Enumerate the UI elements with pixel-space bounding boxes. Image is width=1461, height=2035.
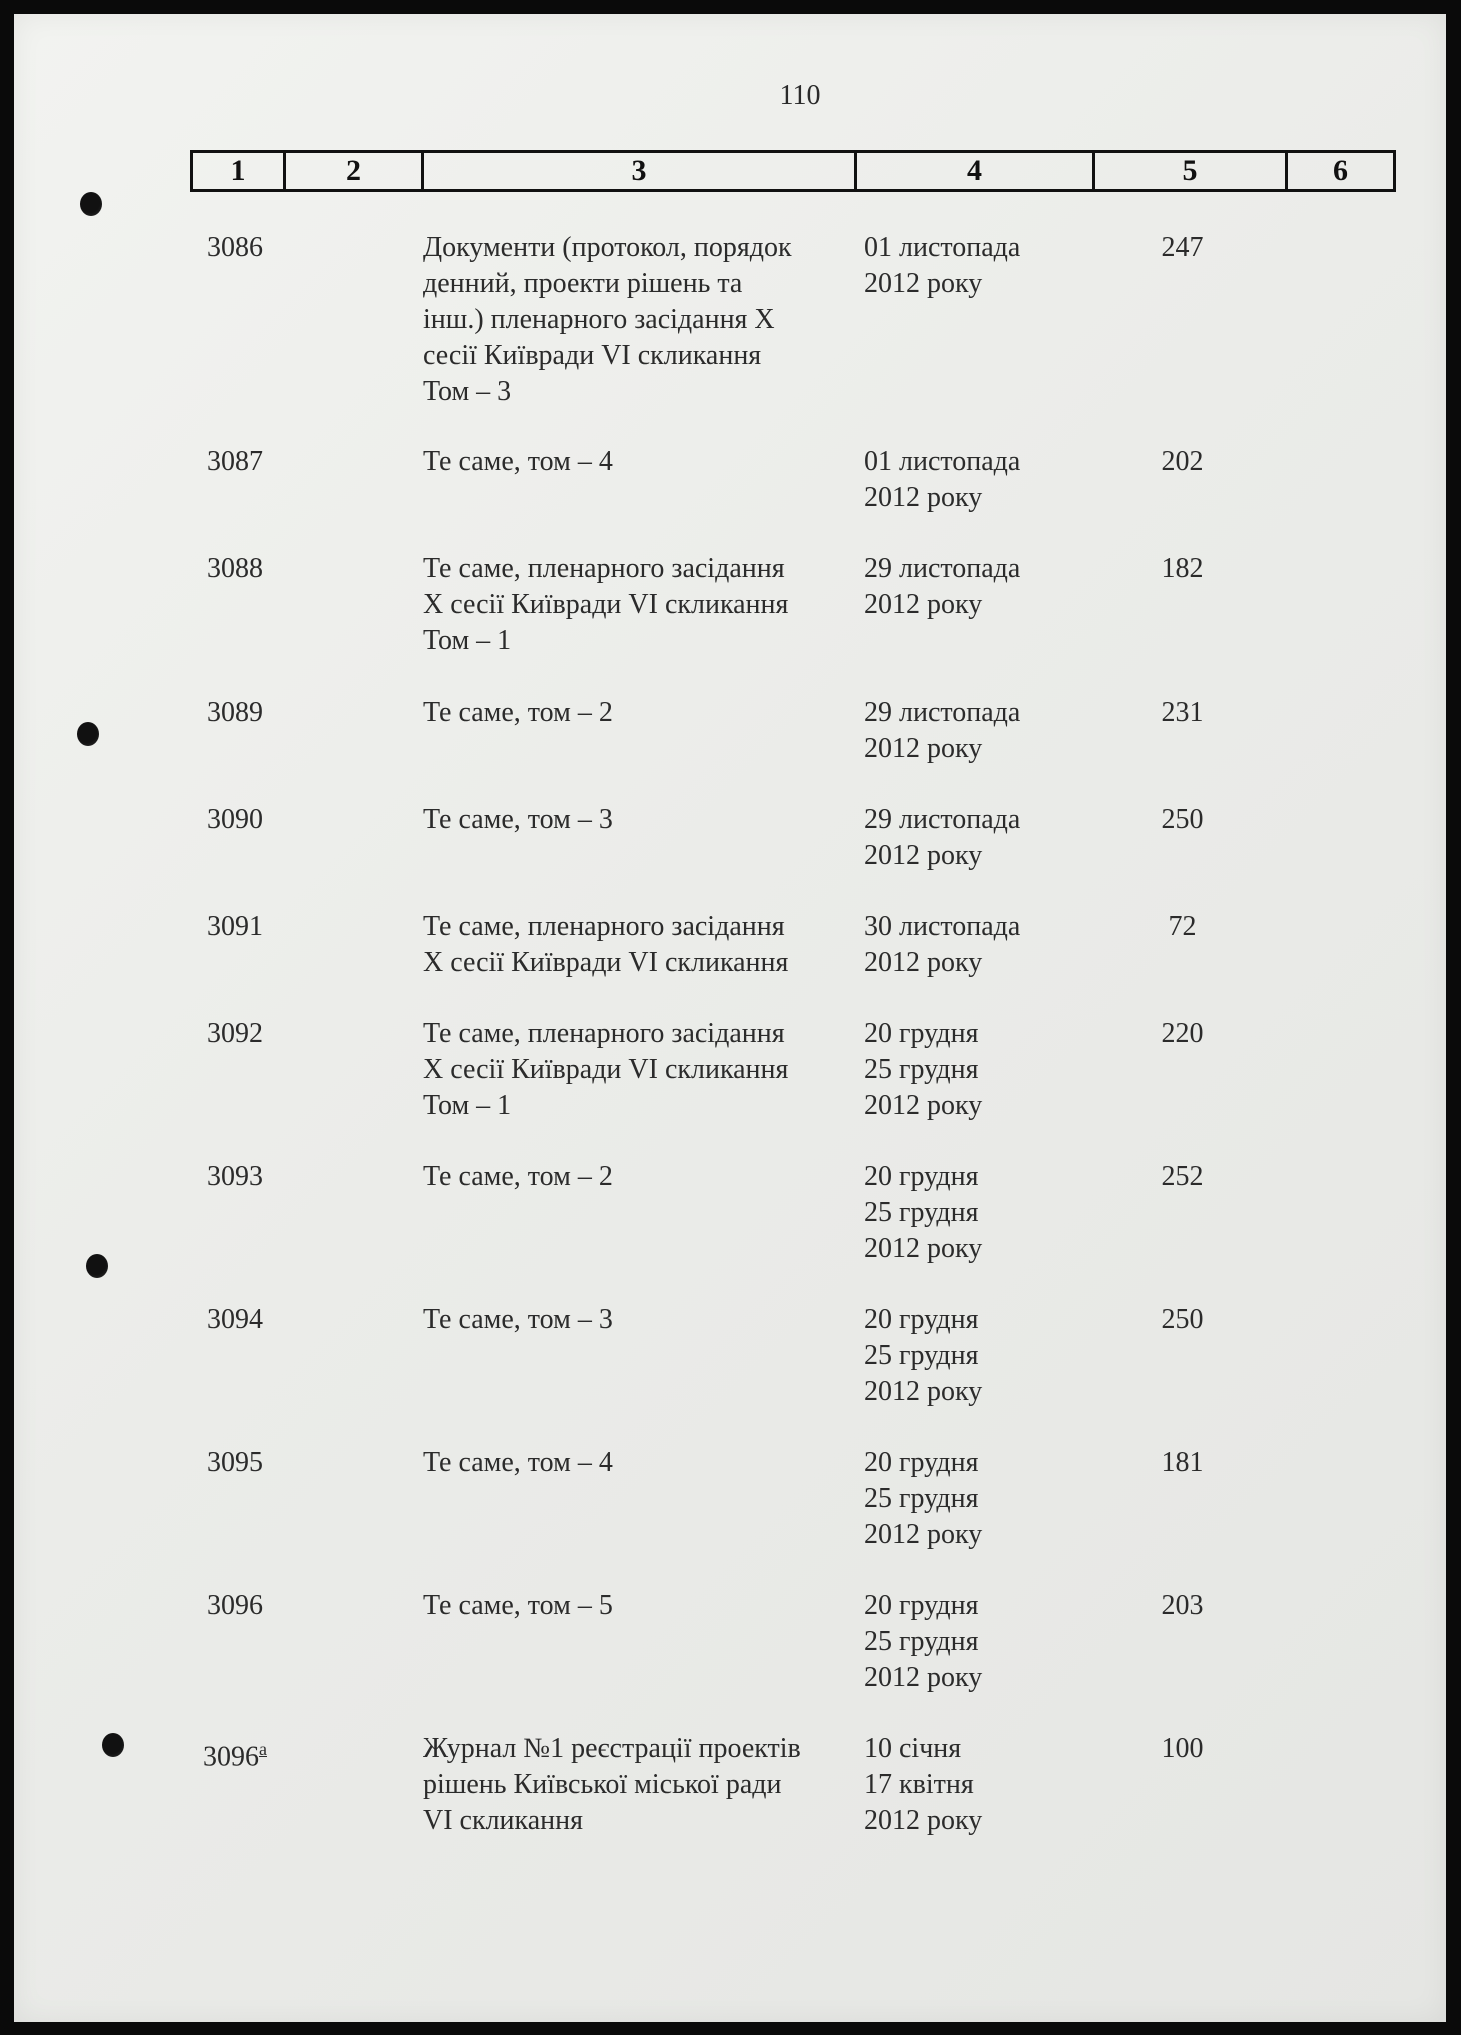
page-number: 110 [779, 80, 821, 111]
title-line: Том – 1 [423, 1090, 512, 1121]
title-line: сесії Київради VI скликання [423, 340, 762, 371]
sheet-count: 202 [1161, 446, 1204, 477]
record-title [423, 1731, 853, 1839]
punch-hole [80, 192, 102, 216]
date-line: 2012 року [864, 1376, 983, 1407]
date-line: 20 грудня [864, 1447, 979, 1478]
sheet-count: 220 [1161, 1018, 1204, 1049]
record-title [423, 230, 853, 410]
title-line: VI скликання [423, 1805, 583, 1836]
record-number: 3086 [207, 232, 263, 263]
sheet-count: 231 [1161, 697, 1204, 728]
column-header: 5 [1094, 152, 1287, 191]
record-number: 3092 [207, 1018, 263, 1049]
record-number: 3089 [207, 697, 263, 728]
record-dates [864, 230, 1099, 302]
title-line: Документи (протокол, порядок [423, 232, 792, 263]
date-line: 2012 року [864, 1233, 983, 1264]
record-title [423, 1302, 853, 1338]
date-line: 25 грудня [864, 1054, 979, 1085]
punch-hole [86, 1254, 108, 1278]
date-line: 2012 року [864, 268, 983, 299]
sheet-count: 252 [1161, 1161, 1204, 1192]
date-line: 01 листопада [864, 232, 1021, 263]
record-title [423, 695, 853, 731]
title-line: інш.) пленарного засідання X [423, 304, 775, 335]
sheet-count: 203 [1161, 1590, 1204, 1621]
date-line: 2012 року [864, 482, 983, 513]
column-header: 2 [285, 152, 423, 191]
title-line: Те саме, том – 3 [423, 804, 613, 835]
date-line: 30 листопада [864, 911, 1021, 942]
title-line: Том – 1 [423, 625, 512, 656]
date-line: 25 грудня [864, 1197, 979, 1228]
date-line: 20 грудня [864, 1590, 979, 1621]
date-line: 01 листопада [864, 446, 1021, 477]
date-line: 29 листопада [864, 553, 1021, 584]
date-line: 29 листопада [864, 804, 1021, 835]
sheet-count: 72 [1168, 911, 1197, 942]
record-dates [864, 909, 1099, 981]
column-header: 3 [423, 152, 856, 191]
title-line: X сесії Київради VI скликання [423, 589, 789, 620]
title-line: Журнал №1 реєстрації проектів [423, 1733, 801, 1764]
record-title [423, 909, 853, 981]
record-dates [864, 1445, 1099, 1553]
date-line: 25 грудня [864, 1483, 979, 1514]
punch-hole [77, 722, 99, 746]
sheet-count: 247 [1161, 232, 1204, 263]
record-dates [864, 551, 1099, 623]
record-number: $3096^а$ [203, 1739, 267, 1773]
column-header: 1 [192, 152, 285, 191]
record-dates [864, 1588, 1099, 1696]
date-line: 20 грудня [864, 1161, 979, 1192]
date-line: 25 грудня [864, 1626, 979, 1657]
date-line: 2012 року [864, 589, 983, 620]
title-line: Те саме, том – 2 [423, 1161, 613, 1192]
title-line: Те саме, том – 3 [423, 1304, 613, 1335]
punch-hole [102, 1733, 124, 1757]
sheet-count: 182 [1161, 553, 1204, 584]
date-line: 25 грудня [864, 1340, 979, 1371]
column-header: 6 [1287, 152, 1395, 191]
title-line: рішень Київської міської ради [423, 1769, 782, 1800]
record-title [423, 551, 853, 659]
record-number: 3091 [207, 911, 263, 942]
date-line: 2012 року [864, 1662, 983, 1693]
record-dates [864, 802, 1099, 874]
column-header: 4 [856, 152, 1094, 191]
title-line: Те саме, том – 4 [423, 446, 613, 477]
record-dates [864, 444, 1099, 516]
title-line: Том – 3 [423, 376, 512, 407]
sheet-count: 100 [1161, 1733, 1204, 1764]
title-line: Те саме, том – 5 [423, 1590, 613, 1621]
record-number: 3094 [207, 1304, 263, 1335]
record-title [423, 1159, 853, 1195]
record-number: 3088 [207, 553, 263, 584]
record-dates [864, 695, 1099, 767]
record-number-suffix: а [259, 1739, 267, 1759]
record-dates [864, 1159, 1099, 1267]
record-number: 3090 [207, 804, 263, 835]
date-line: 17 квітня [864, 1769, 974, 1800]
title-line: Те саме, том – 4 [423, 1447, 613, 1478]
date-line: 2012 року [864, 1519, 983, 1550]
record-number: 3093 [207, 1161, 263, 1192]
record-title [423, 1016, 853, 1124]
title-line: денний, проекти рішень та [423, 268, 743, 299]
title-line: Те саме, пленарного засідання [423, 911, 785, 942]
title-line: X сесії Київради VI скликання [423, 1054, 789, 1085]
date-line: 29 листопада [864, 697, 1021, 728]
date-line: 2012 року [864, 1090, 983, 1121]
sheet-count: 250 [1161, 804, 1204, 835]
date-line: 20 грудня [864, 1018, 979, 1049]
record-dates [864, 1731, 1099, 1839]
date-line: 2012 року [864, 840, 983, 871]
record-title [423, 1588, 853, 1624]
title-line: Те саме, пленарного засідання [423, 553, 785, 584]
sheet-count: 181 [1161, 1447, 1204, 1478]
record-title [423, 802, 853, 838]
record-number: 3095 [207, 1447, 263, 1478]
column-header-table [190, 150, 1396, 192]
date-line: 20 грудня [864, 1304, 979, 1335]
record-dates [864, 1016, 1099, 1124]
date-line: 2012 року [864, 733, 983, 764]
record-dates [864, 1302, 1099, 1410]
record-number: 3087 [207, 446, 263, 477]
date-line: 10 січня [864, 1733, 962, 1764]
title-line: Те саме, пленарного засідання [423, 1018, 785, 1049]
title-line: Те саме, том – 2 [423, 697, 613, 728]
record-title [423, 444, 853, 480]
sheet-count: 250 [1161, 1304, 1204, 1335]
date-line: 2012 року [864, 1805, 983, 1836]
date-line: 2012 року [864, 947, 983, 978]
record-title [423, 1445, 853, 1481]
record-number: 3096 [207, 1590, 263, 1621]
title-line: X сесії Київради VI скликання [423, 947, 789, 978]
